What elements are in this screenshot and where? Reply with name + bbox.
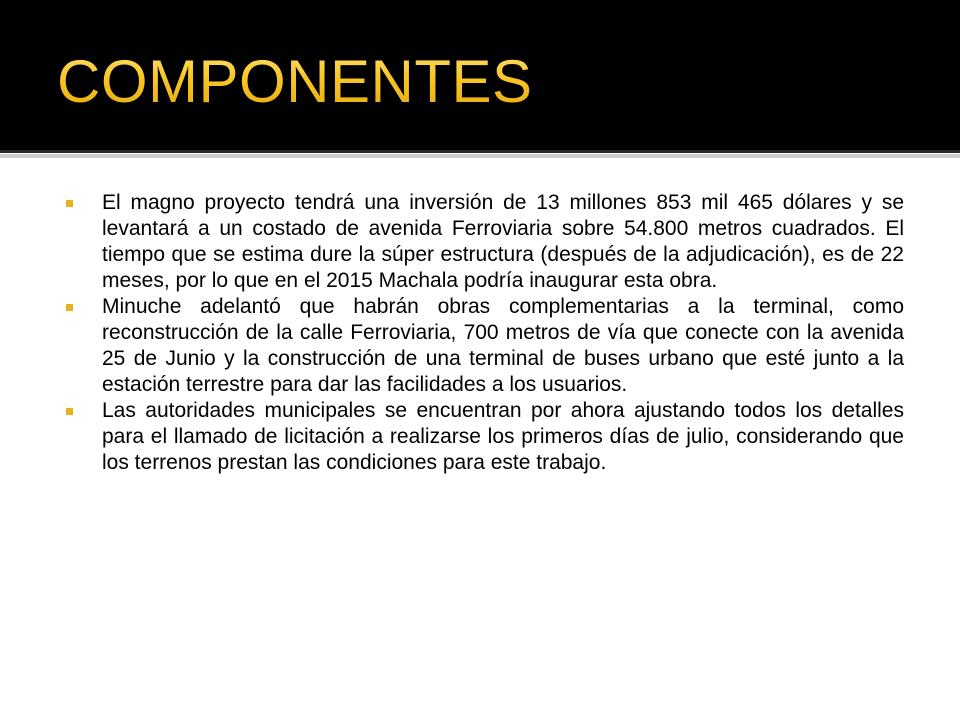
title-divider-dark [0,150,960,153]
bullet-text: Las autoridades municipales se encuentran por ahora ajustando todos los detalles para el llamado de licitación a realizarse los primeros días de julio, considerando que los terrenos prestan las condiciones para este trabajo. [102,399,904,474]
bullet-item [66,398,904,476]
title-divider-light [0,154,960,158]
bullet-text: Minuche adelantó que habrán obras complementarias a la terminal, como reconstrucción de la calle Ferroviaria, 700 metros de vía que conecte con la avenida 25 de Junio y la construcción de una terminal de buses urbano que esté junto a la estación terrestre para dar las facilidades a los usuarios. [102,295,904,396]
slide-title: COMPONENTES [57,42,533,122]
square-bullet-icon [66,200,73,207]
square-bullet-icon [66,304,73,311]
bullet-text: El magno proyecto tendrá una inversión de 13 millones 853 mil 465 dólares y se levantará a un costado de avenida Ferroviaria sobre 54.800 metros cuadrados. El tiempo que se estima dure la súper estructura (después de la adjudicación), es de 22 meses, por lo que en el 2015 Machala podría inaugurar esta obra. [102,191,904,292]
square-bullet-icon [66,408,73,415]
bullet-item [66,190,904,294]
title-band [0,0,960,150]
bullet-item [66,294,904,398]
bullet-list [66,190,904,476]
